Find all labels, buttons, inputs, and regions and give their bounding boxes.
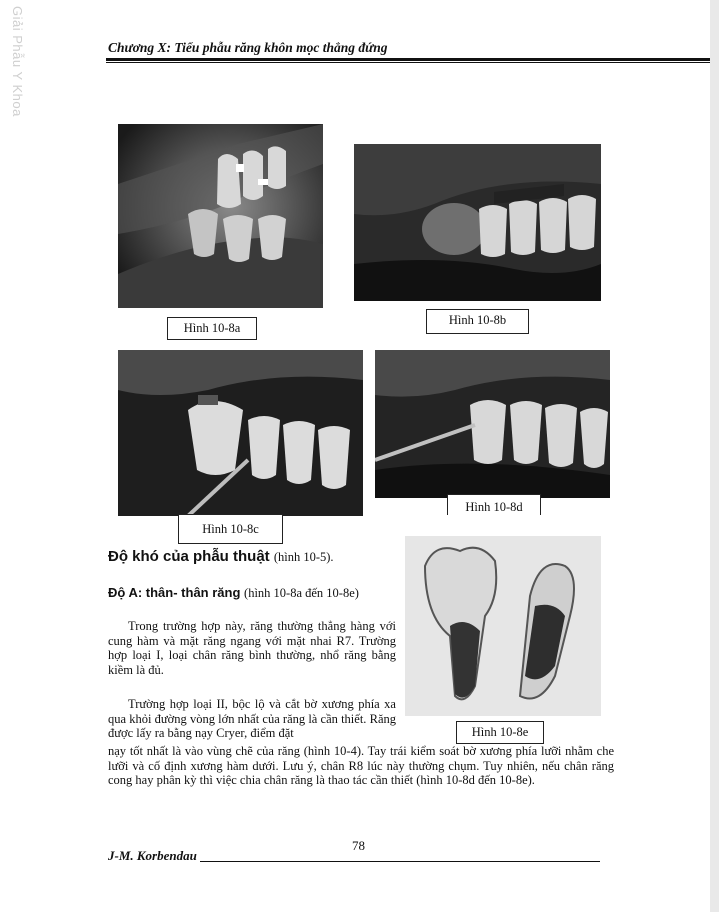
figure-10-8e-caption: Hình 10-8e <box>456 721 544 744</box>
watermark <box>5 6 27 116</box>
figure-10-8b-photo <box>354 144 601 301</box>
page-edge <box>710 0 719 912</box>
page-number: 78 <box>352 838 365 853</box>
figure-10-8a-xray <box>118 124 323 308</box>
header-rule-thin <box>106 62 710 63</box>
watermark-text: Giải Phẫu Y Khoa <box>10 6 25 117</box>
figure-10-8a-caption: Hình 10-8a <box>167 317 257 340</box>
footer-rule <box>200 861 600 862</box>
figure-10-8d-caption: Hình 10-8d <box>447 494 541 515</box>
figure-10-8c-caption: Hình 10-8c <box>178 514 283 544</box>
footer-author: J-M. Korbendau <box>108 848 197 863</box>
section-ref: (hình 10-5). <box>273 550 334 564</box>
paragraph-1: Trong trường hợp này, răng thường thẳng hàng với cung hàm và mặt răng ngang với mặt nhai R7. Trường hợp loại I, loại chân răng bình thường, nhổ răng bằng kiềm là đủ. <box>108 619 396 677</box>
paragraph-2b: nạy tốt nhất là vào vùng chẽ của răng (hình 10-4). Tay trái kiểm soát bờ xương phía lưỡi nhằm che lưỡi và cố định xương hàm dưới. Lưu ý, chân R8 lúc này thường chụm. Tuy nhiên, nếu chân răng cong hay phân kỳ thì việc chia chân răng là thao tác cần thiết (hình 10-8d đến 10-8e). <box>108 744 614 788</box>
figure-10-8d-photo <box>375 350 610 498</box>
paragraph-2a: Trường hợp loại II, bộc lộ và cắt bờ xương phía xa qua khỏi đường vòng lớn nhất của răng là cần thiết. Răng được lấy ra bằng nạy Cryer, điểm đặt <box>108 697 396 741</box>
figure-10-8e-photo <box>405 536 601 716</box>
figure-10-8c-photo <box>118 350 363 516</box>
subsection-heading <box>108 585 359 601</box>
section-title: Độ khó của phẫu thuật <box>108 548 270 565</box>
subsection-title: Độ A: thân- thân răng <box>108 585 241 600</box>
section-heading <box>108 548 334 565</box>
subsection-ref: (hình 10-8a đến 10-8e) <box>244 586 359 600</box>
figure-10-8b-caption: Hình 10-8b <box>426 309 529 334</box>
header-rule <box>106 58 710 61</box>
chapter-title: Chương X: Tiểu phẫu răng khôn mọc thẳng đứng <box>108 40 388 55</box>
